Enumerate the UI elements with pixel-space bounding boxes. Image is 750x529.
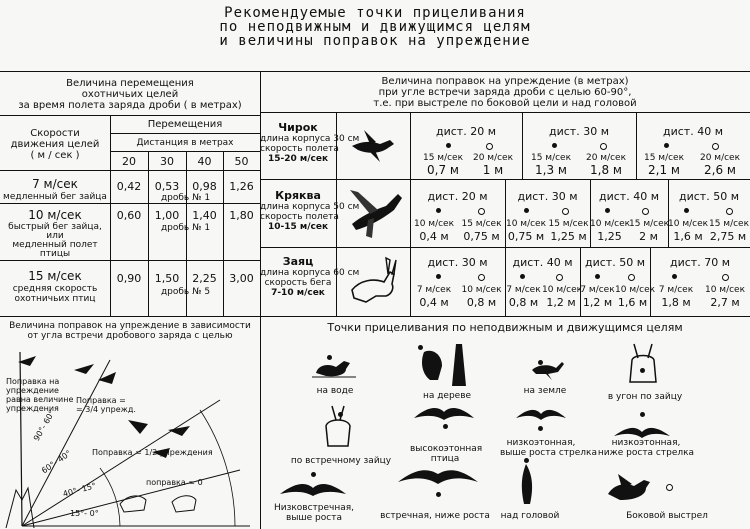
aim-point: [520, 274, 525, 279]
three-quarter-line: = 3/4 упрежд.: [76, 405, 136, 414]
full-lead-note: [6, 377, 73, 413]
table-cell: 1,40: [192, 209, 217, 222]
distance-label: дист. 40 м: [663, 125, 723, 138]
game-detail: скорость бега: [264, 278, 332, 288]
divider: [522, 112, 523, 179]
distance-20: 20: [122, 155, 136, 168]
speed-label: 20 м/сек: [472, 153, 514, 163]
title-line-1: Рекомендуемые точки прицеливания: [224, 5, 526, 21]
duck-on-water-icon: [312, 353, 356, 379]
lead-value: 1,2 м: [546, 296, 576, 309]
speed-label: 15 м/сек: [461, 219, 502, 229]
movement-column-header: Перемещения: [147, 119, 223, 130]
speed-label: 10 м/сек: [505, 219, 547, 229]
aim-point: [436, 492, 441, 497]
speed-label: 10 м/сек: [615, 285, 656, 295]
divider: [0, 203, 260, 204]
aim-point: [666, 484, 673, 491]
aim-panel-title: Точки прицеливания по неподвижным и движущимся целям: [327, 321, 683, 334]
table-cell: 0,60: [116, 209, 142, 222]
lead-value: 1,25: [597, 230, 622, 243]
aim-point: [552, 143, 557, 148]
lead-value: 1,25 м: [550, 230, 587, 243]
table-cell: 0,90: [116, 272, 142, 285]
aim-point: [600, 143, 607, 150]
lead-value: 0,8 м: [508, 296, 539, 309]
aim-point: [556, 274, 563, 281]
lead-header-line: Величина поправок на упреждение (в метрах): [381, 76, 629, 87]
game-detail: длина корпуса 30 см: [260, 134, 360, 144]
label-hare-chase: в угон по зайцу: [607, 392, 683, 402]
game-name: Кряква: [275, 189, 321, 202]
lead-value: 0,8 м: [466, 296, 497, 309]
lead-value: 2,7 м: [710, 296, 740, 309]
label-line: Низковстречная,: [273, 503, 355, 513]
teal-illustration: [350, 128, 396, 168]
distance-50: 50: [234, 155, 249, 168]
high-bird-icon: [414, 404, 474, 422]
aim-point: [338, 412, 343, 417]
speed-label: 15 м/сек: [629, 219, 670, 229]
frame-top: [0, 71, 750, 72]
lead-value: 1,6 м: [673, 230, 703, 243]
speed-label: 10 м/сек: [668, 219, 709, 229]
side-shot-bird-icon: [604, 470, 658, 504]
aim-point: [640, 412, 645, 417]
label-oncoming-below: встречная, ниже роста: [380, 511, 490, 521]
label-overhead: над головой: [500, 511, 560, 521]
oncoming-below-bird-icon: [398, 466, 478, 486]
movement-header-line: за время полета заряда дроби ( в метрах): [18, 100, 242, 111]
table-cell: 1,00: [154, 209, 180, 222]
angle-label: 40°- 15°: [62, 481, 97, 499]
full-lead-line: упреждение: [6, 386, 59, 395]
bird-on-ground-icon: [528, 358, 564, 380]
distance-label: дист. 20 м: [427, 190, 488, 203]
aim-point: [418, 345, 423, 350]
frame-mid: [0, 316, 750, 317]
aim-point: [478, 208, 485, 215]
label-on-water: на воде: [316, 386, 354, 396]
mallard-illustration: [344, 184, 406, 242]
lead-value: 0,75 м: [463, 230, 500, 243]
divider: [0, 115, 260, 116]
speed-description: птицы: [39, 249, 71, 259]
game-description: [260, 189, 360, 232]
distance-column-header: Дистанция в метрах: [136, 138, 234, 148]
game-detail: скорость полета: [260, 144, 339, 154]
angle-label: 15°- 0°: [70, 509, 99, 518]
angle-title-line: от угла встречи дробового заряда с целью: [27, 331, 233, 341]
aim-point: [640, 368, 645, 373]
shot-size: дробь № 1: [160, 223, 211, 233]
divider: [0, 260, 260, 261]
aim-point: [538, 360, 543, 365]
lead-value: 2,1 м: [648, 163, 680, 177]
speed-header-line: Скорости: [30, 128, 80, 139]
lead-value: 2,75 м: [709, 230, 747, 243]
aim-point: [436, 274, 441, 279]
three-quarter-line: Поправка =: [76, 396, 126, 405]
table-cell: 0,53: [154, 180, 180, 193]
label-high-bird: [410, 444, 483, 464]
game-detail: скорость полета: [260, 212, 339, 222]
hare-illustration: [346, 252, 404, 310]
speed-label: 10 м/сек: [704, 285, 746, 295]
speed-value: 10 м/сек: [28, 208, 82, 222]
aim-point: [446, 143, 451, 148]
title-line-2: по неподвижным и движущимся целям: [219, 19, 531, 35]
aim-point: [486, 143, 493, 150]
table-cell: 1,80: [229, 209, 254, 222]
speed-label: 10 м/сек: [590, 219, 631, 229]
table-cell: 2,25: [192, 272, 217, 285]
speed-header-line: ( м / сек ): [30, 150, 80, 161]
speed-description: охотничьих птиц: [14, 294, 96, 304]
lead-value: 2,6 м: [704, 163, 736, 177]
aim-point: [562, 208, 569, 215]
bird-in-tree-icon: [412, 344, 472, 386]
game-detail: длина корпуса 60 см: [260, 268, 360, 278]
page-title: [0, 6, 750, 48]
table-cell: 0,42: [116, 180, 142, 193]
game-detail: 15-20 м/сек: [267, 154, 329, 164]
low-oncoming-bird-icon: [280, 480, 346, 498]
lead-value: 0,7 м: [427, 163, 459, 177]
distance-30: 30: [160, 155, 174, 168]
label-side-shot: Боковой выстрел: [626, 511, 708, 521]
shot-size: дробь № 5: [160, 287, 211, 297]
distance-label: дист. 70 м: [670, 256, 730, 269]
full-lead-line: Поправка на: [6, 377, 60, 386]
lead-value: 1,8 м: [661, 296, 691, 309]
aim-point: [478, 274, 485, 281]
aim-point: [642, 208, 649, 215]
angle-label: 60°- 40°: [40, 448, 73, 476]
title-line-3: и величины поправок на упреждение: [219, 33, 531, 49]
game-detail: 7-10 м/сек: [271, 288, 325, 298]
aim-point: [726, 208, 733, 215]
distance-label: дист. 40 м: [599, 190, 659, 203]
table-cell: 3,00: [229, 272, 254, 285]
speed-label: 15 м/сек: [548, 219, 589, 229]
label-line: птица: [430, 454, 460, 464]
distance-label: дист. 30 м: [517, 190, 578, 203]
aim-point: [628, 274, 635, 281]
angle-title-line: Величина поправок на упреждение в зависимости: [9, 321, 251, 331]
aim-point: [605, 208, 610, 213]
aim-point: [524, 458, 529, 463]
divider: [0, 170, 260, 171]
aim-point: [436, 208, 441, 213]
movement-table-header: [0, 78, 260, 111]
speed-description: медленный полет: [12, 240, 98, 250]
aim-point: [327, 355, 332, 360]
aim-point: [443, 424, 448, 429]
game-detail: длина корпуса 50 см: [260, 202, 360, 212]
speed-label: 7 м/сек: [506, 285, 541, 295]
speed-label: 15 м/сек: [708, 219, 750, 229]
label-line: выше роста стрелка: [500, 448, 597, 458]
aim-point: [712, 143, 719, 150]
speed-description: медленный бег зайца: [3, 192, 107, 202]
game-detail: 10-15 м/сек: [267, 222, 329, 232]
aim-point: [595, 274, 600, 279]
game-name: Заяц: [282, 255, 314, 268]
speed-label: 20 м/сек: [585, 153, 627, 163]
lead-value: 1,3 м: [535, 163, 567, 177]
speed-label: 10 м/сек: [413, 219, 455, 229]
zero-lead-note: поправка = 0: [146, 478, 203, 487]
lead-value: 0,4 м: [419, 296, 449, 309]
frame-split-bottom: [260, 316, 261, 529]
lead-header-line: т.е. при выстреле по боковой цели и над головой: [373, 98, 637, 109]
distance-label: дист. 20 м: [436, 125, 496, 138]
speed-label: 15 м/сек: [530, 153, 572, 163]
label-on-ground: на земле: [523, 386, 567, 396]
speed-label: 7 м/сек: [416, 285, 452, 295]
divider: [110, 151, 260, 152]
aim-point: [664, 143, 669, 148]
aim-point: [311, 472, 316, 477]
speed-header-line: движения целей: [10, 139, 100, 150]
lead-header-line: при угле встречи заряда дроби с целью 60-90°,: [378, 87, 632, 98]
speed-label: 10 м/сек: [461, 285, 502, 295]
divider: [260, 112, 750, 113]
hare-chase-icon: [626, 342, 660, 390]
low-bird-above-icon: [516, 406, 566, 422]
speed-description: средняя скорость: [12, 284, 98, 294]
label-line: низкоэтонная,: [611, 438, 681, 448]
shot-size: дробь № 1: [160, 193, 211, 203]
lead-value: 1,2 м: [582, 296, 613, 309]
aim-point: [722, 274, 729, 281]
speed-label: 10 м/сек: [542, 285, 583, 295]
table-cell: 0,98: [192, 180, 217, 193]
label-hare-oncoming: по встречному зайцу: [290, 456, 392, 466]
speed-label: 15 м/сек: [643, 153, 685, 163]
speed-description: или: [46, 231, 64, 241]
speed-label: 15 м/сек: [422, 153, 464, 163]
lead-value: 0,4 м: [419, 230, 449, 243]
speed-value: 15 м/сек: [28, 269, 82, 283]
overhead-bird-icon: [516, 464, 538, 506]
three-quarter-note: [76, 396, 136, 414]
movement-header-line: охотничьих целей: [81, 89, 179, 100]
table-cell: 1,26: [229, 180, 254, 193]
speed-description: быстрый бег зайца,: [8, 222, 102, 232]
full-lead-line: упреждения: [6, 404, 59, 413]
game-description: [260, 255, 360, 298]
aim-point: [538, 426, 543, 431]
speed-label: 20 м/сек: [699, 153, 741, 163]
label-line: выше роста: [286, 513, 342, 523]
oncoming-hare-icon: [318, 404, 358, 452]
divider: [110, 133, 260, 134]
angle-panel-title: [0, 321, 260, 341]
label-low-above: [500, 438, 597, 458]
lead-value: 1,8 м: [590, 163, 622, 177]
divider: [223, 151, 224, 316]
speed-label: 7 м/сек: [580, 285, 615, 295]
game-name: Чирок: [278, 121, 318, 134]
angle-label: 90°- 60°: [32, 408, 57, 443]
full-lead-line: равна величине: [6, 395, 74, 404]
lead-value: 0,75 м: [507, 230, 545, 243]
movement-header-line: Величина перемещения: [66, 78, 194, 89]
lead-value: 2 м: [639, 230, 658, 243]
speed-column-header: [0, 128, 110, 161]
label-low-below: [596, 438, 696, 458]
speed-label: 7 м/сек: [658, 285, 694, 295]
distance-label: дист. 50 м: [679, 190, 739, 203]
aim-point: [672, 274, 677, 279]
distance-label: дист. 40 м: [512, 256, 573, 269]
label-low-oncoming: [270, 503, 358, 523]
game-description: [260, 121, 360, 164]
table-cell: 1,50: [154, 272, 180, 285]
lead-table-header: [260, 76, 750, 109]
half-lead-note: Поправка = 1/2 упреждения: [92, 448, 213, 457]
aim-point: [684, 208, 689, 213]
lead-value: 1,6 м: [617, 296, 648, 309]
label-in-tree: на дереве: [422, 391, 472, 401]
lead-value: 1 м: [482, 163, 504, 177]
aim-point: [524, 208, 529, 213]
label-line: ниже роста стрелка: [597, 448, 695, 458]
label-line: высокоэтонная: [410, 444, 483, 454]
distance-40: 40: [197, 155, 212, 168]
distance-label: дист. 30 м: [549, 125, 609, 138]
distance-label: дист. 30 м: [427, 256, 488, 269]
label-line: низкоэтонная,: [506, 438, 576, 448]
speed-value: 7 м/сек: [32, 177, 78, 191]
distance-label: дист. 50 м: [585, 256, 645, 269]
